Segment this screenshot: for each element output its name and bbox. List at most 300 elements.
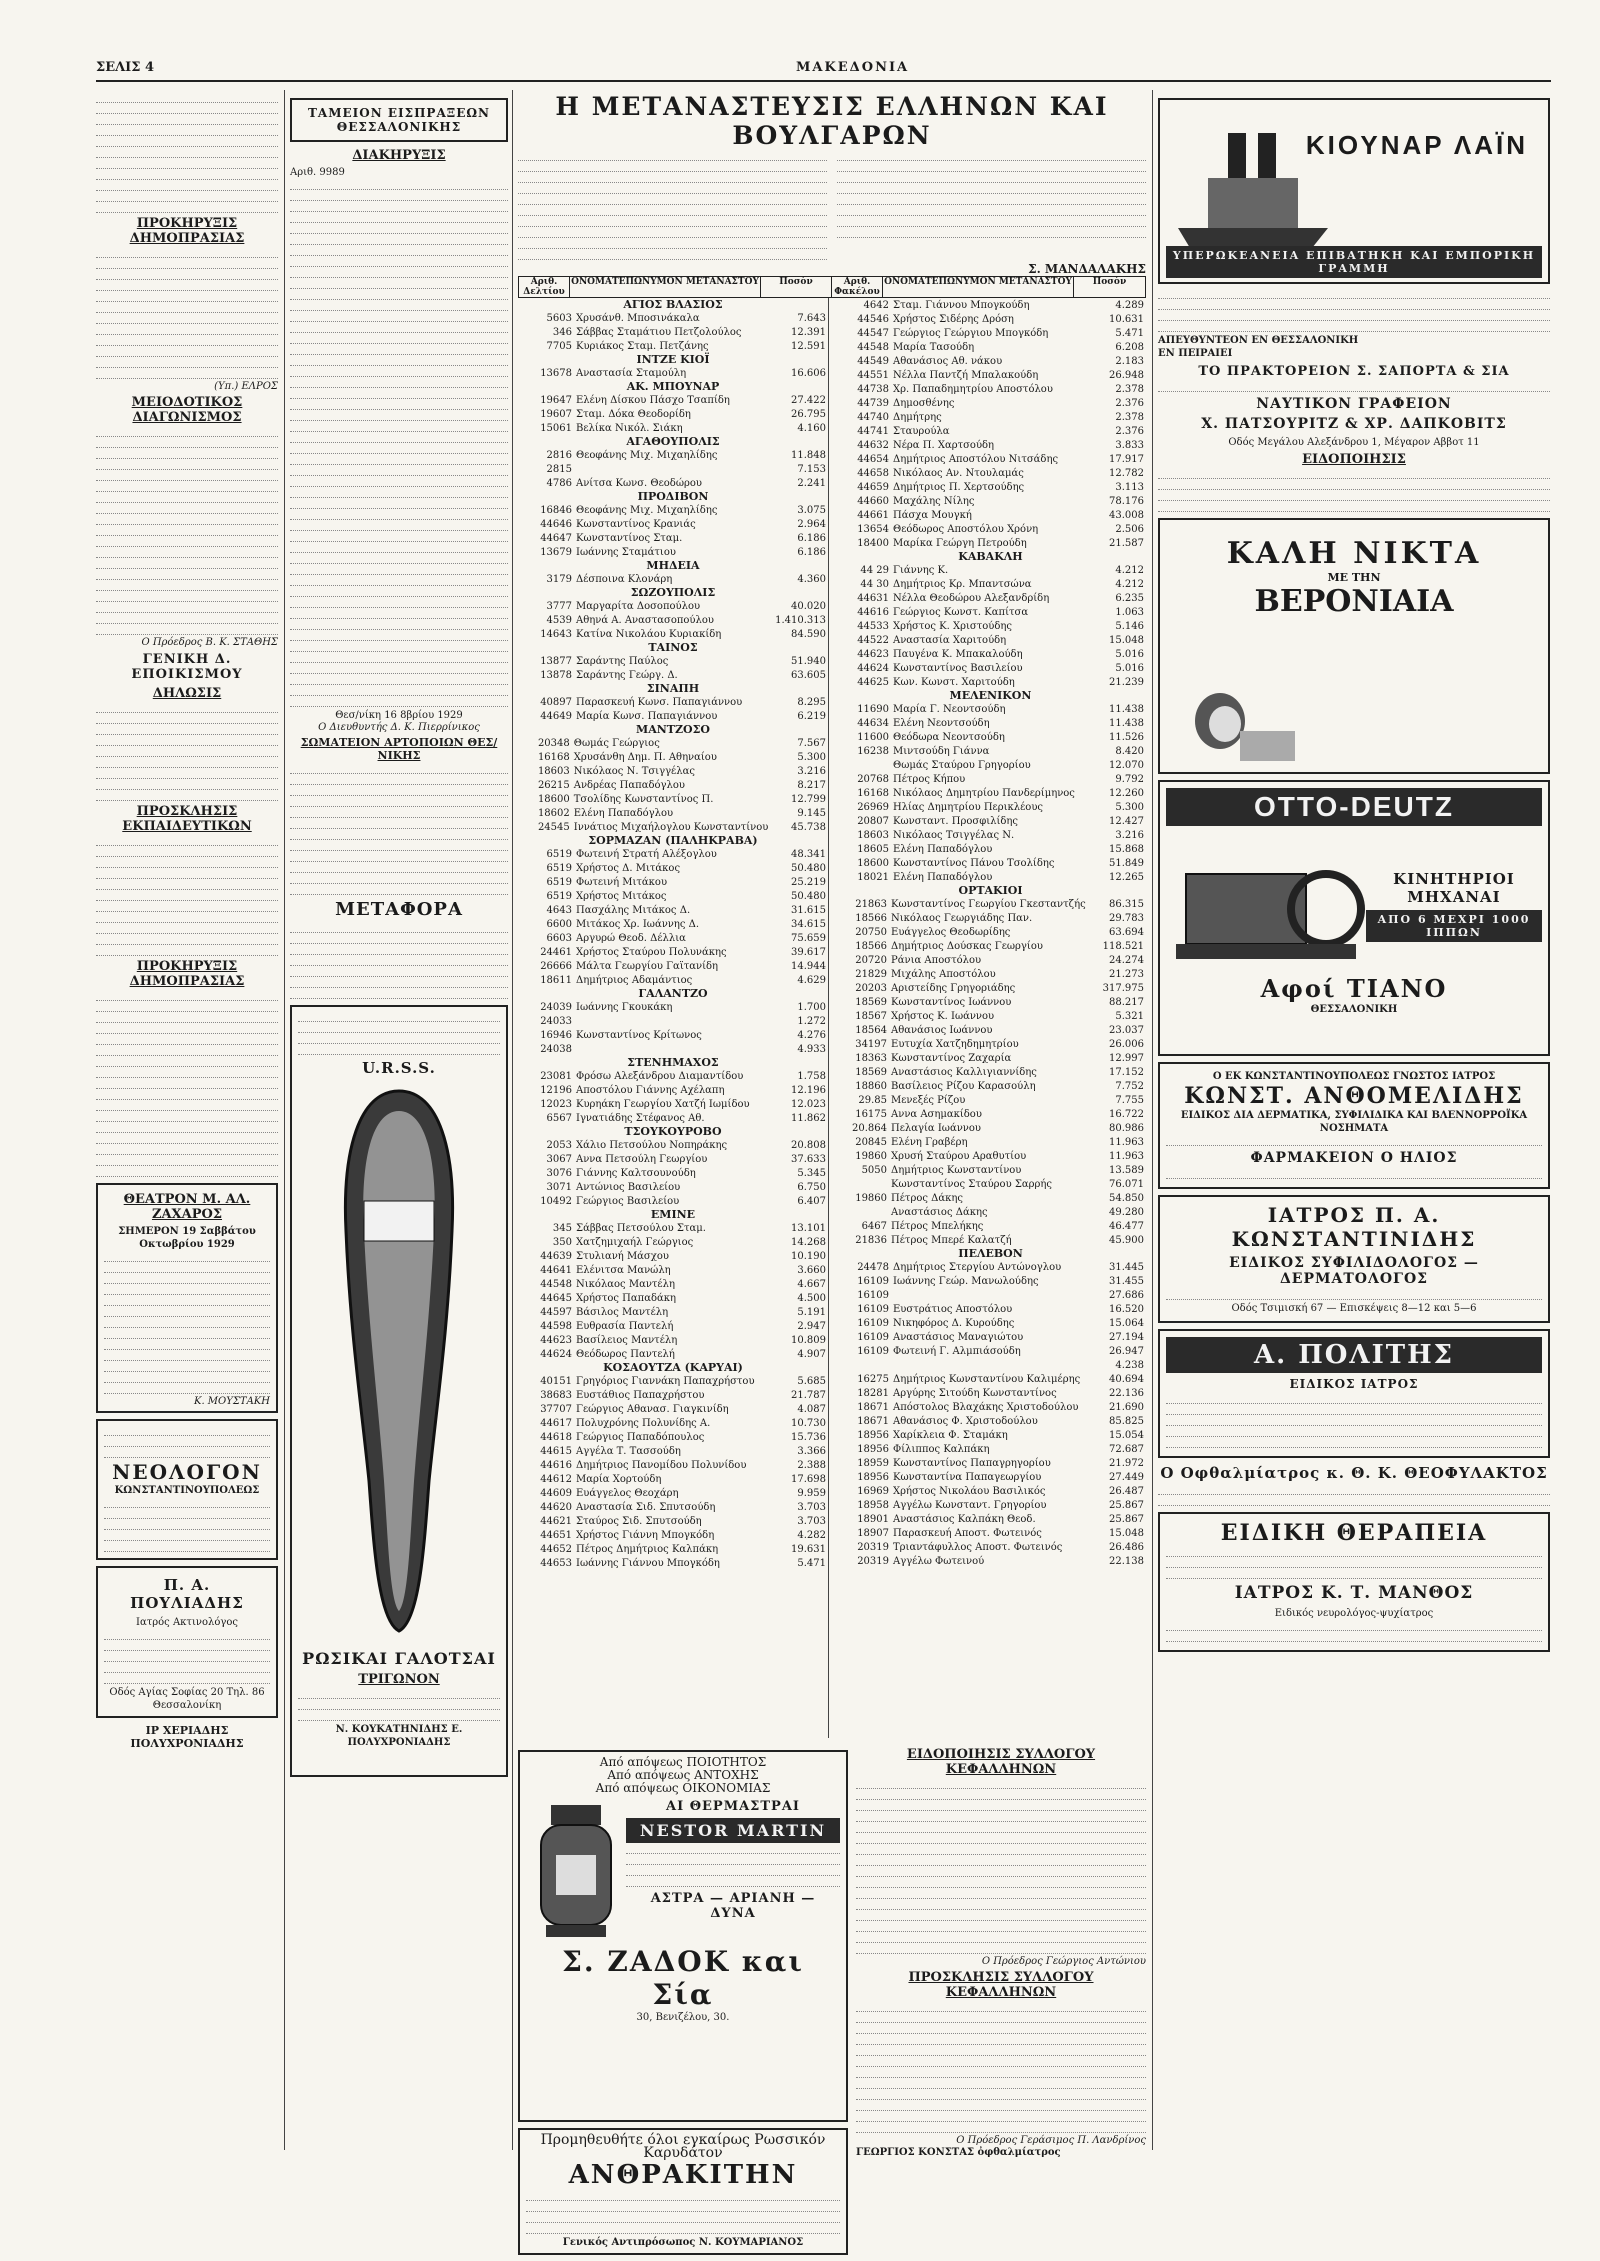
emigrant-name: Ελένη Παπαδόγλου	[893, 843, 993, 855]
table-row	[835, 591, 1146, 605]
emigrant-name: Χρυσάνθ. Μποσινάκαλα	[576, 312, 700, 324]
section-heading: ΕΜΙΝΕ	[650, 1208, 696, 1221]
amount: 5.321	[1115, 1010, 1144, 1022]
amount: 7.153	[797, 463, 826, 475]
amount: 27.449	[1109, 1471, 1144, 1483]
shipping-office-name: Χ. ΠΑΤΣΟΥΡΙΤΖ & ΧΡ. ΔΑΠΚΟΒΙΤΣ	[1201, 416, 1507, 432]
emigrant-table	[835, 1260, 1146, 1372]
table-row	[518, 1500, 828, 1514]
amount: 49.280	[1109, 1206, 1144, 1218]
emigrant-table	[518, 572, 828, 586]
emigrant-name: Κωνσταντ. Προσφιλίδης	[893, 815, 1019, 827]
table-row	[835, 1456, 1146, 1470]
amount: 11.963	[1109, 1150, 1144, 1162]
emigrant-name: Χάλιο Πετσούλου Νοπηράκης	[576, 1139, 728, 1151]
ticket-number: 44625	[857, 676, 889, 688]
emigrant-table	[518, 366, 828, 380]
ticket-number	[835, 1358, 891, 1372]
ticket-number: 44624	[857, 662, 889, 674]
amount: 17.698	[791, 1473, 826, 1485]
emigrant-name: Νέρα Π. Χαρτσούδη	[893, 439, 995, 451]
table-row	[518, 1472, 828, 1486]
table-row	[835, 605, 1146, 619]
amount: 4.276	[797, 1029, 826, 1041]
ticket-number: 44645	[540, 1292, 572, 1304]
table-row	[835, 1219, 1146, 1233]
emigrant-name: Σάββας Πετσούλου Σταμ.	[576, 1222, 706, 1234]
emigrant-name: Αγγέλω Φωτεινού	[893, 1555, 985, 1567]
ticket-number: 20807	[857, 815, 889, 827]
table-row	[518, 1542, 828, 1556]
pouliadis-ad	[96, 1566, 278, 1718]
article-signature: Σ. ΜΑΝΔΑΛΑΚΗΣ	[1028, 262, 1146, 276]
amount: 5.300	[797, 751, 826, 763]
amount: 6.407	[797, 1195, 826, 1207]
economy-line: Από απόψεως ΟΙΚΟΝΟΜΙΑΣ	[595, 1781, 771, 1795]
table-row	[835, 842, 1146, 856]
ticket-number: 44653	[540, 1557, 572, 1569]
amount: 8.295	[797, 696, 826, 708]
emigrant-name: Ιωάννης Σταμάτιου	[576, 546, 676, 558]
table-row	[835, 814, 1146, 828]
ticket-number: 44738	[857, 383, 889, 395]
amount: 16.722	[1109, 1108, 1144, 1120]
galoshes-ad	[290, 1005, 508, 1777]
ticket-number: 16109	[857, 1331, 889, 1343]
amount: 4.087	[797, 1403, 826, 1415]
ticket-number: 6519	[546, 876, 572, 888]
ticket-number: 11600	[857, 731, 889, 743]
amount: 21.587	[1109, 537, 1144, 549]
emigrant-name: Αργύρης Σιτούδη Κωνσταντίνος	[893, 1387, 1057, 1399]
table-row	[835, 1191, 1146, 1205]
page-header	[96, 58, 1551, 82]
emigrant-name: Δημήτριος Αποστόλου Νιτσάδης	[893, 453, 1059, 465]
table-row	[518, 1444, 828, 1458]
neologon-title: ΝΕΟΛΟΓΟΝ	[112, 1460, 262, 1484]
ticket-number: 44549	[857, 355, 889, 367]
ticket-number	[835, 1205, 889, 1219]
ticket-number: 18956	[857, 1443, 889, 1455]
ticket-number: 16168	[857, 787, 889, 799]
emigrant-name: Πέτρος Δάκης	[891, 1192, 963, 1204]
table-row	[835, 480, 1146, 494]
address-thessaloniki: ΑΠΕΥΘΥΝΤΕΟΝ ΕΝ ΘΕΣΣΑΛΟΝΙΚΗ	[1158, 335, 1359, 346]
ticket-number: 44 29	[860, 564, 889, 576]
emigrant-name: Μαρία Κωνσ. Παπαγιάννου	[576, 710, 718, 722]
emigrant-name: Σάββας Σταμάτιου Πετζολούλος	[576, 326, 742, 338]
amount: 14.268	[791, 1236, 826, 1248]
column-right	[1158, 92, 1550, 2172]
ticket-number: 44597	[540, 1306, 572, 1318]
ticket-number: 18566	[855, 940, 888, 952]
amount: 5.345	[797, 1167, 826, 1179]
table-row	[518, 503, 828, 517]
emigrant-name: Χρήστος Μιτάκος	[576, 890, 667, 902]
amount: 9.145	[797, 807, 826, 819]
amount: 2.183	[1115, 355, 1144, 367]
emigrant-table	[835, 897, 1146, 1247]
emigrant-name: Θεόδωρος Παντελή	[576, 1348, 675, 1360]
table-row	[518, 407, 828, 421]
amount: 7.567	[797, 737, 826, 749]
amount: 45.900	[1109, 1234, 1144, 1246]
table-row	[518, 1528, 828, 1542]
table-row	[835, 1442, 1146, 1456]
table-row	[518, 545, 828, 559]
anthracite-title: ΑΝΘΡΑΚΙΤΗΝ	[568, 2160, 798, 2190]
table-row	[835, 354, 1146, 368]
amount: 9.959	[797, 1487, 826, 1499]
zadok-name: Σ. ΖΑΔΟΚ και Σία	[562, 1945, 804, 2011]
amount: 48.341	[791, 848, 826, 860]
amount: 1.272	[797, 1015, 826, 1027]
amount: 10.631	[1109, 313, 1144, 325]
emigrant-name: Ελένη Παπαδόγλου	[893, 871, 993, 883]
emigrant-name: Αγγέλω Κωνσταντ. Γρηγορίου	[893, 1499, 1047, 1511]
emigrant-name: Μαρίκα Γεώργη Πετρούδη	[893, 537, 1027, 549]
cephalonia-notice-title: ΕΙΔΟΠΟΙΗΣΙΣ ΣΥΛΛΟΓΟΥ ΚΕΦΑΛΛΗΝΩΝ	[906, 1747, 1096, 1777]
table-row	[835, 633, 1146, 647]
theatre-title: ΘΕΑΤΡΟΝ Μ. ΑΛ. ΖΑΧΑΡΟΣ	[123, 1192, 251, 1222]
table-row	[518, 861, 828, 875]
amount: 34.615	[791, 918, 826, 930]
section-heading: ΚΑΒΑΚΛΗ	[958, 550, 1023, 563]
emigrant-name: Δημήτριος Κωνσταντίνου Καλιμέρης	[893, 1373, 1081, 1385]
table-row	[835, 1233, 1146, 1247]
table-row	[518, 339, 828, 353]
table-row	[518, 1014, 828, 1028]
ticket-number: 44548	[857, 341, 889, 353]
amount: 16.520	[1109, 1303, 1144, 1315]
emigrant-name: Νικόλαος Δημητρίου Πανδερίμηνος	[893, 787, 1075, 799]
table-row	[518, 792, 828, 806]
emigrant-name: Πασχάλης Μιτάκος Δ.	[576, 904, 691, 916]
emigrant-name	[891, 1358, 1086, 1372]
ticket-number: 21863	[855, 898, 888, 910]
ticket-number: 20319	[857, 1555, 889, 1567]
emigrant-name: Θεόδωρα Νεοντσούδη	[893, 731, 1005, 743]
table-row	[518, 736, 828, 750]
table-row	[518, 1291, 828, 1305]
emigrant-name: Δημήτρης	[893, 411, 942, 423]
emigrant-name: Νικόλαος Μαντέλη	[576, 1278, 675, 1290]
emigrant-name: Θεοφάνης Μιχ. Μιχαηλίδης	[576, 449, 718, 461]
amount: 51.940	[791, 655, 826, 667]
emigrant-name: Γεώργιος Βασιλείου	[576, 1195, 680, 1207]
amount: 17.917	[1109, 453, 1144, 465]
emigrant-name: Νικηφόρος Δ. Κυρούδης	[893, 1317, 1015, 1329]
ticket-number: 18021	[857, 871, 889, 883]
emigrant-table	[835, 298, 1146, 452]
emigrant-table	[518, 599, 828, 641]
table-row	[835, 1288, 1146, 1302]
amount: 31.445	[1109, 1261, 1144, 1273]
ticket-number: 44617	[540, 1417, 572, 1429]
section-heading: ΣΤΕΝΗΜΑΧΟΣ	[627, 1056, 719, 1069]
amount: 12.023	[791, 1098, 826, 1110]
emigrant-name: Χαρίκλεια Φ. Σταμάκη	[893, 1429, 1008, 1441]
ticket-number: 24039	[540, 1001, 572, 1013]
table-row	[518, 750, 828, 764]
amount: 3.113	[1115, 481, 1144, 493]
table-row	[835, 424, 1146, 438]
emigrant-name: Χρ. Παπαδημητρίου Αποστόλου	[893, 383, 1053, 395]
ticket-number: 18603	[537, 765, 570, 777]
ticket-number: 18959	[857, 1457, 889, 1469]
emigrant-name: Αγγέλα Τ. Τασσούδη	[576, 1445, 681, 1457]
emigrant-table	[835, 452, 1146, 550]
emigrant-name: Αργυρώ Θεοδ. Δέλλια	[576, 932, 686, 944]
emigrant-table	[518, 695, 828, 723]
ticket-number: 350	[552, 1236, 572, 1248]
table-row	[835, 1274, 1146, 1288]
emigrant-name: Χρήστος Κ. Χριστούδης	[893, 620, 1012, 632]
doctor-anthomelidis: ΚΩΝΣΤ. ΑΝΘΟΜΕΛΙΔΗΣ	[1184, 1083, 1524, 1109]
amount: 86.315	[1109, 898, 1144, 910]
ticket-number: 6467	[861, 1220, 888, 1232]
table-row	[835, 925, 1146, 939]
table-row	[518, 476, 828, 490]
amount: 12.391	[791, 326, 826, 338]
emigrant-name: Μάλτα Γεωργίου Γαϊτανίδη	[576, 960, 719, 972]
amount: 5.685	[797, 1375, 826, 1387]
emigrant-name: Αναστασία Σιδ. Σπυτσούδη	[576, 1501, 716, 1513]
anthracite-footer: Γενικός Αντιπρόσωπος Ν. ΚΟΥΜΑΡΙΑΝΟΣ	[562, 2237, 804, 2248]
table-row	[518, 1458, 828, 1472]
horsepower-range: ΑΠΟ 6 ΜΕΧΡΙ 1000 ΙΠΠΩΝ	[1366, 910, 1542, 942]
section-heading: ΜΗΔΕΙΑ	[646, 559, 700, 572]
table-row	[835, 828, 1146, 842]
ticket-number: 18956	[857, 1429, 889, 1441]
ticket-number: 44621	[540, 1515, 572, 1527]
emigrant-name: Χρήστος Νικολάου Βασιλικός	[893, 1485, 1046, 1497]
ticket-number: 44649	[540, 710, 572, 722]
table-row	[835, 995, 1146, 1009]
table-row	[518, 311, 828, 325]
amount: 4.160	[797, 422, 826, 434]
table-row	[518, 393, 828, 407]
amount: 19.631	[791, 1543, 826, 1555]
notice-title: ΜΕΙΟΔΟΤΙΚΟΣ ΔΙΑΓΩΝΙΣΜΟΣ	[131, 395, 243, 425]
doctor-specialty: ΕΙΔΙΚΟΣ ΔΙΑ ΔΕΡΜΑΤΙΚΑ, ΣΥΦΙΛΙΔΙΚΑ ΚΑΙ ΒΛΕΝΝΟΡΡΟΪΚΑ ΝΟΣΗΜΑΤΑ	[1180, 1110, 1528, 1134]
emigrant-name: Ευστράτιος Αποστόλου	[893, 1303, 1013, 1315]
section-heading: ΣΩΖΟΥΠΟΛΙΣ	[630, 586, 716, 599]
emigrant-name: Πέτρος Δημήτριος Καλπάκη	[576, 1543, 719, 1555]
table-row	[518, 448, 828, 462]
table-row	[835, 800, 1146, 814]
theatre-ad	[96, 1183, 278, 1413]
table-row	[835, 466, 1146, 480]
emigrant-name: Σταμ. Γιάννου Μπογκούδη	[893, 299, 1030, 311]
table-row	[835, 410, 1146, 424]
table-row	[518, 889, 828, 903]
amount: 21.690	[1109, 1401, 1144, 1413]
shipping-office-title: ΝΑΥΤΙΚΟΝ ΓΡΑΦΕΙΟΝ	[1256, 396, 1452, 412]
ticket-number: 20845	[855, 1136, 888, 1148]
emigrant-name: Αθανάσιος Αθ. νάκου	[893, 355, 1003, 367]
table-row	[518, 1138, 828, 1152]
table-row	[835, 911, 1146, 925]
column-2	[290, 92, 508, 2172]
section-heading: ΜΑΝΤΖΟΣΟ	[636, 723, 710, 736]
col-header: Αριθ. Φακέλου	[832, 277, 883, 297]
amount: 27.422	[791, 394, 826, 406]
emigrant-name: Χρήστος Σταύρου Πολυνάκης	[576, 946, 727, 958]
emigrant-table	[835, 563, 1146, 689]
amount: 14.944	[791, 960, 826, 972]
amount: 3.075	[797, 504, 826, 516]
ticket-number: 18907	[857, 1527, 889, 1539]
amount: 4.500	[797, 1292, 826, 1304]
emigrant-name: Γεώργιος Γεώργιου Μπογκόδη	[893, 327, 1049, 339]
main-title: Η ΜΕΤΑΝΑΣΤΕΥΣΙΣ ΕΛΛΗΝΩΝ ΚΑΙ ΒΟΥΛΓΑΡΩΝ	[555, 92, 1109, 150]
notice-signature: (Υπ.) ΕΛΡΟΣ	[214, 381, 278, 392]
ticket-number: 2053	[546, 1139, 572, 1151]
table-row	[518, 1374, 828, 1388]
emigrant-name: Μιτάκος Χρ. Ιωάννης Δ.	[576, 918, 700, 930]
ticket-number: 18671	[857, 1401, 889, 1413]
emigrant-name: Κωνσταντίνος Κρανιάς	[576, 518, 696, 530]
ticket-number: 19860	[855, 1192, 888, 1204]
ticket-number: 26215	[537, 779, 570, 791]
with-label: ΜΕ ΤΗΝ	[1327, 571, 1381, 584]
emigrant-name	[574, 1014, 768, 1028]
ticket-number: 44652	[540, 1543, 572, 1555]
emigrant-name: Ιωάννης Γκουκάκη	[576, 1001, 673, 1013]
ticket-number: 21829	[855, 968, 888, 980]
ticket-number: 44 30	[860, 578, 889, 590]
table-row	[835, 452, 1146, 466]
table-row	[518, 1194, 828, 1208]
amount: 6.750	[797, 1181, 826, 1193]
table-row	[518, 847, 828, 861]
amount: 40.694	[1109, 1373, 1144, 1385]
table-row	[835, 772, 1146, 786]
emigrant-name: Γεώργιος Κωνστ. Καπίτσα	[893, 606, 1029, 618]
table-row	[518, 1083, 828, 1097]
ticket-number: 18600	[857, 857, 889, 869]
emigrant-name: Αννα Ασημακίδου	[891, 1108, 982, 1120]
ticket-number: 18901	[857, 1513, 889, 1525]
table-row	[835, 856, 1146, 870]
emigrant-name: Χρήστος Γιάννη Μπογκόδη	[576, 1529, 715, 1541]
emigrant-name: Σταμ. Δόκα Θεοδορίδη	[576, 408, 691, 420]
emigrant-name: Αθανάσιος Φ. Χριστοδούλου	[893, 1415, 1038, 1427]
table-row	[518, 613, 828, 627]
emigrant-name: Ιωάννης Γιάννου Μπογκόδη	[576, 1557, 720, 1569]
amount: 7.755	[1115, 1094, 1144, 1106]
amount: 72.687	[1109, 1443, 1144, 1455]
amount: 11.526	[1109, 731, 1144, 743]
amount: 3.216	[1115, 829, 1144, 841]
konstantinidis-ad	[1158, 1195, 1550, 1323]
section-heading: ΙΝΤΖΕ ΚΙΟΪ	[636, 353, 710, 366]
page-label: ΣΕΛΙΣ 4	[96, 60, 155, 75]
table-row	[518, 1263, 828, 1277]
table-row	[518, 903, 828, 917]
stoves-label: ΑΙ ΘΕΡΜΑΣΤΡΑΙ	[666, 1799, 800, 1814]
table-row	[835, 1526, 1146, 1540]
emigrant-name: Αννα Πετσούλη Γεωργίου	[576, 1153, 708, 1165]
good-night-title: ΚΑΛΗ ΝΙΚΤΑ	[1226, 536, 1482, 571]
section-heading: ΜΕΛΕΝΙΚΟΝ	[949, 689, 1032, 702]
table-row	[835, 786, 1146, 800]
paper-name: ΜΑΚΕΔΟΝΙΑ	[796, 60, 910, 75]
table-row	[835, 619, 1146, 633]
amount: 40.020	[791, 600, 826, 612]
emigrant-name: Φίλιππος Καλπάκη	[893, 1443, 990, 1455]
ticket-number: 3071	[546, 1181, 572, 1193]
amount: 12.196	[791, 1084, 826, 1096]
cunard-title: ΚΙΟΥΝΑΡ ΛΑΪΝ	[1305, 130, 1528, 160]
table-row	[518, 709, 828, 723]
emigrant-name: Νικόλαος Αν. Ντουλαμάς	[893, 467, 1024, 479]
amount: 12.265	[1109, 871, 1144, 883]
neologon-ad	[96, 1419, 278, 1560]
table-row	[835, 1372, 1146, 1386]
table-row	[835, 661, 1146, 675]
table-row	[518, 778, 828, 792]
nestor-martin-ad	[518, 1750, 848, 2122]
table-row	[518, 366, 828, 380]
table-row	[835, 312, 1146, 326]
emigrant-name: Ράνια Αποστόλου	[891, 954, 982, 966]
table-row	[518, 1388, 828, 1402]
otto-deutz-ad	[1158, 780, 1550, 1056]
ticket-number: 18567	[855, 1010, 888, 1022]
amount: 118.521	[1102, 940, 1144, 952]
amount: 11.862	[791, 1112, 826, 1124]
ticket-number: 16109	[857, 1317, 889, 1329]
emigrant-name: Δημήτριος Αδαμάντιος	[576, 974, 693, 986]
doctor-name: Π. Α. ΠΟΥΛΙΑΔΗΣ	[130, 1576, 244, 1612]
table-row	[518, 1347, 828, 1361]
table-row	[518, 875, 828, 889]
emigrant-name: Αναστάσιος Μαναγιώτου	[893, 1331, 1024, 1343]
transfer-title: ΜΕΤΑΦΟΡΑ	[335, 899, 463, 920]
table-row	[835, 981, 1146, 995]
table-row	[518, 764, 828, 778]
amount: 16.606	[791, 367, 826, 379]
section-heading: ΓΑΛΑΝΤΖΟ	[638, 987, 708, 1000]
amount: 24.274	[1109, 954, 1144, 966]
table-row	[518, 1097, 828, 1111]
saporta-agency: ΤΟ ΠΡΑΚΤΟΡΕΙΟΝ Σ. ΣΑΠΟΡΤΑ & ΣΙΑ	[1198, 364, 1510, 379]
emigrant-name: Κωνσταντίνος Γεωργίου Γκεσταντζής	[891, 898, 1086, 910]
ticket-number: 40897	[540, 696, 572, 708]
emigrant-name: Κωνσταντίνος Παπαγρηγορίου	[893, 1457, 1051, 1469]
ticket-number: 16168	[537, 751, 570, 763]
amount: 4.667	[797, 1278, 826, 1290]
stove-models: ΑΣΤΡΑ — ΑΡΙΑΝΗ — ΔΥΝΑ	[650, 1891, 816, 1921]
ticket-number: 4642	[863, 299, 889, 311]
emigrant-name: Δημοσθένης	[893, 397, 955, 409]
section-heading: ΑΓΙΟΣ ΒΛΑΣΙΟΣ	[623, 298, 723, 311]
ticket-number: 12196	[540, 1084, 572, 1096]
amount: 3.216	[797, 765, 826, 777]
emigrant-name: Κυριάκος Σταμ. Πετζάνης	[576, 340, 709, 352]
amount: 21.787	[791, 1389, 826, 1401]
ticket-number: 346	[552, 326, 572, 338]
amount: 8.217	[797, 779, 826, 791]
column-1	[96, 92, 278, 2172]
table-row	[835, 438, 1146, 452]
emigrant-table	[835, 702, 1146, 758]
engine-icon	[1166, 834, 1366, 974]
emigrant-name: Ευθρασία Παντελή	[576, 1320, 674, 1332]
table-row	[835, 716, 1146, 730]
